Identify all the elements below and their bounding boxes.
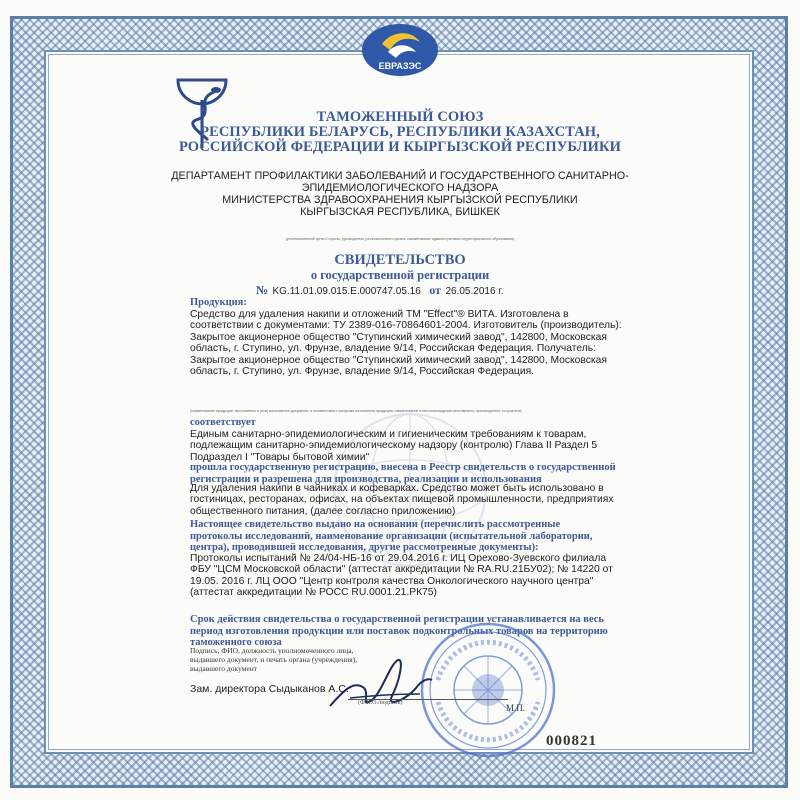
registration-line: Для удаления накипи в чайниках и кофеварках. Средство может быть использовано в [190,483,604,494]
basis-line: 19.05. 2016 г. ЛЦ ООО "Центр контроля качества Онкологического научного центра" [190,575,594,587]
registration-label-line: регистрации и разрешена для производства, реализации и использования [190,473,542,485]
conformity-label: соответствует [190,417,256,428]
product-line: область, г. Ступино, ул. Фрунзе, владение 9/14, Российская Федерация. Получатель: [190,343,597,355]
product-line: область, г. Ступино, ул. Фрунзе, владение 9/14, Российская Федерация. [190,366,535,378]
conformity-text [190,429,630,463]
registration-label-line: прошла государственную регистрацию, внесена в Реестр свидетельств о государственной [190,462,616,473]
basis-line: (аттестат аккредитации № РОСС RU.0001.21.РК75) [190,587,437,599]
header-line-1: ТАМОЖЕННЫЙ СОЮЗ [316,109,484,125]
eurasec-emblem-icon [360,22,440,78]
department-line-4: КЫРГЫЗСКАЯ РЕСПУБЛИКА, БИШКЕК [300,206,500,218]
department-block [140,170,660,218]
validity-line: период изготовления продукции или поставок подконтрольных товаров на территорию [190,625,608,637]
signature-caption-line: выдавшего документ, и печать органа (учреждения), [190,655,358,664]
title-block [200,252,600,282]
signature-caption-line: выдавшего документ [190,664,258,673]
product-text [190,309,630,377]
registration-label [190,462,630,485]
registration-text [190,483,630,517]
registration-number-row [256,281,556,299]
registration-line: гостиницах, ресторанах, офисах, на объектах пищевой промышленности, предприятиях [190,494,614,506]
conformity-line: подлежащим санитарно-эпидемиологическому надзору (контролю) Глава II Раздел 5 [190,440,598,452]
header-block [150,110,650,155]
number-label: № [256,283,269,297]
emblem-text: ЕВРАЗЭС [378,61,422,71]
date-label: от [429,283,441,297]
department-caption: (уполномоченный орган Стороны, руководитель уполномоченного органа, наименование административно-территориального образования) [285,237,515,241]
basis-label-line: протоколы исследований, наименование организации (испытательной лаборатории, [190,530,593,542]
validity-line: Срок действия свидетельства о государственной регистрации устанавливается на весь [190,614,604,625]
signer-name: Зам. директора Сыдыканов А.С. [190,683,349,695]
header-line-2: РЕСПУБЛИКИ БЕЛАРУСЬ, РЕСПУБЛИКИ КАЗАХСТАН, [200,124,600,140]
conformity-line: Подраздел I "Товары бытовой химии" [190,451,370,463]
serial-number: 000821 [546,733,597,749]
product-line: Закрытое акционерное общество "Ступинский химический завод", 142800, Московская [190,331,607,343]
fio-caption: (Ф.И.О./подпись) [358,700,403,706]
basis-line: Протоколы испытаний № 24/04-НБ-16 от 29.04.2016 г. ИЦ Орехово-Зуевского филиала [190,553,607,564]
department-line-1: ДЕПАРТАМЕНТ ПРОФИЛАКТИКИ ЗАБОЛЕВАНИЙ И ГОСУДАРСТВЕННОГО САНИТАРНО- [171,170,629,182]
header-line-3: РОССИЙСКОЙ ФЕДЕРАЦИИ И КЫРГЫЗСКОЙ РЕСПУБЛИКИ [178,139,622,155]
conformity-line: Единым санитарно-эпидемиологическим и гигиеническим требованиям к товарам, [190,429,587,440]
title-sub: о государственной регистрации [310,268,490,282]
department-line-2: ЭПИДЕМИОЛОГИЧЕСКОГО НАДЗОРА [301,182,499,194]
basis-label-line: Настоящее свидетельство выдано на основании (перечислить рассмотренные [190,519,561,530]
department-line-3: МИНИСТЕРСТВА ЗДРАВООХРАНЕНИЯ КЫРГЫЗСКОЙ РЕСПУБЛИКИ [222,194,578,206]
product-line: Закрытое акционерное общество "Ступинский химический завод", 142800, Московская [190,354,607,366]
product-line: соответствии с документами: ТУ 2389-016-70864601-2004. Изготовитель (производитель): [190,320,622,332]
basis-label [190,519,630,554]
basis-line: ФБУ "ЦСМ Московской области" (аттестат аккредитации № RA.RU.21БУ02); № 14220 от [190,564,613,576]
product-line: Средство для удаления накипи и отложений ТМ "Effect"® ВИТА. Изготовлена в [190,309,569,320]
signature-caption-line: Подпись, ФИО, должность уполномоченного лица, [190,646,354,655]
registration-line: общественного питания, (далее согласно приложению) [190,505,456,517]
basis-label-line: центра), проводившей исследования, другие рассмотренные документы): [190,542,539,553]
registration-date: 26.05.2016 г. [445,286,504,297]
product-caption: (наименование продукции, изготовитель и (или) изготовитель документа, в соответствии с которыми изготовлена продукция, наименование и местонахождение изготовителя, производителя, получателя) [190,409,522,413]
title-main: СВИДЕТЕЛЬСТВО [334,252,466,268]
registration-number: KG.11.01.09.015.E.000747.05.16 [272,286,421,297]
validity-line: таможенного союза [190,637,282,648]
validity-block [190,614,640,649]
basis-text [190,553,630,599]
product-label: Продукция: [190,297,247,308]
mp-label: М.П. [506,703,526,713]
